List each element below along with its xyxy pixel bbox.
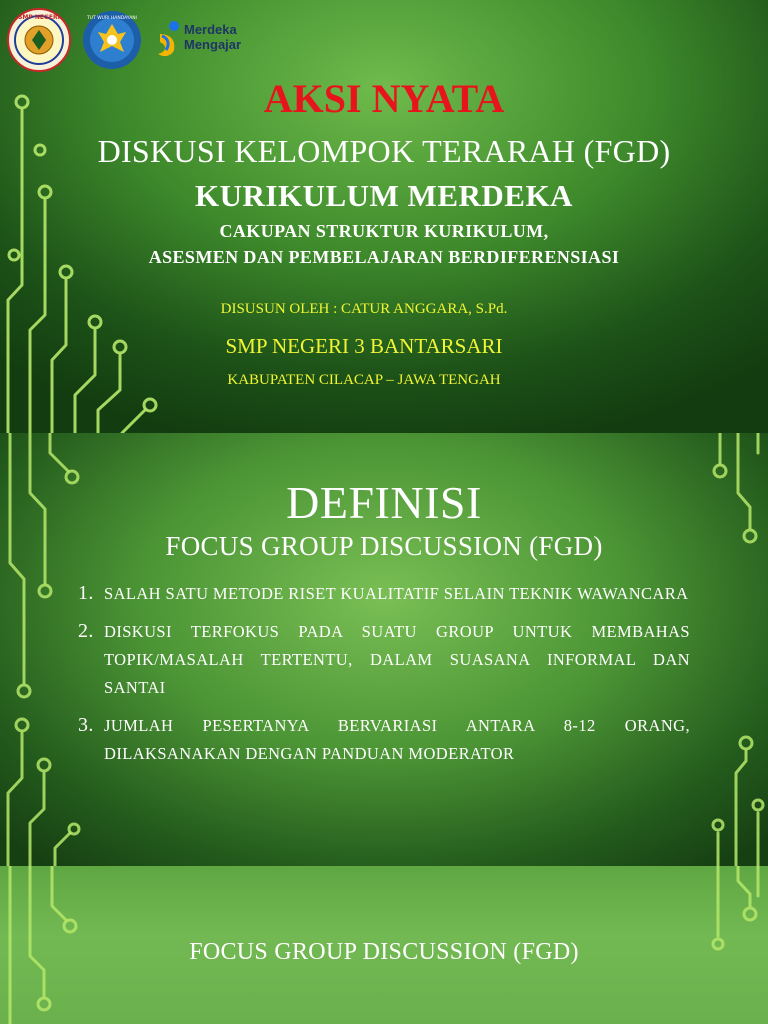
slide2-title: DEFINISI [286,477,482,528]
definition-list [78,580,690,778]
slide1-school: SMP NEGERI 3 BANTARSARI [225,334,503,358]
slide1-heading: KURIKULUM MERDEKA [195,178,573,213]
list-item [78,580,690,608]
title-slide [0,0,768,433]
slide1-title: AKSI NYATA [263,76,505,121]
list-item-text: JUMLAH PESERTANYA BERVARIASI ANTARA 8-12 ORANG, DILAKSANAKAN DENGAN PANDUAN MODERATOR [104,716,690,763]
kemdikbud-logo-icon [82,10,142,70]
slide2-subtitle: FOCUS GROUP DISCUSSION (FGD) [165,531,603,561]
slide1-topic-line1: CAKUPAN STRUKTUR KURIKULUM, [219,221,549,241]
merdeka-mengajar-logo-icon [156,20,184,60]
slide1-author: DISUSUN OLEH : CATUR ANGGARA, S.Pd. [220,301,508,317]
school-logo-caption: SMP NEGERI [18,14,60,21]
slide1-topic-line2: ASESMEN DAN PEMBELAJARAN BERDIFERENSIASI [148,247,620,267]
merdeka-mengajar-line2: Mengajar [184,37,242,52]
list-item-number: 2. [78,620,94,642]
merdeka-mengajar-line1: Merdeka [184,22,237,37]
slide1-subtitle: DISKUSI KELOMPOK TERARAH (FGD) [97,133,671,169]
slide1-region: KABUPATEN CILACAP – JAWA TENGAH [227,372,501,388]
fgd-slide [0,866,768,1024]
list-item-text: DISKUSI TERFOKUS PADA SUATU GROUP UNTUK MEMBAHAS TOPIK/MASALAH TERTENTU, DALAM SUASANA INFORMAL DAN SANTAI [104,622,690,697]
list-item [78,618,690,702]
list-item-text: SALAH SATU METODE RISET KUALITATIF SELAIN TEKNIK WAWANCARA [104,584,689,603]
list-item-number: 1. [78,582,94,604]
merdeka-mengajar-wordmark [184,22,241,52]
school-logo-icon [6,8,72,72]
kemdikbud-logo-caption: TUT WURI HANDAYANI [87,16,137,21]
list-item-number: 3. [78,714,94,736]
list-item [78,712,690,768]
slide3-title: FOCUS GROUP DISCUSSION (FGD) [189,939,579,965]
